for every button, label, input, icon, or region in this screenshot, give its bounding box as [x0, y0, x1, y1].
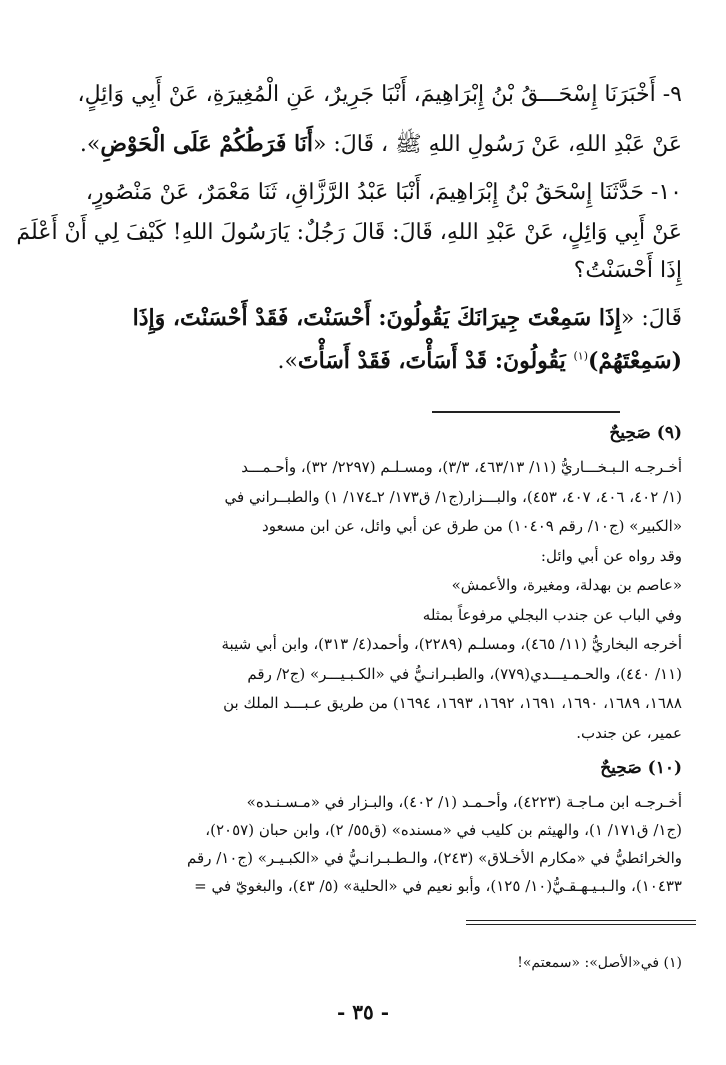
- note-line: وفي الباب عن جندب البجلي مرفوعاً بمثله: [422, 605, 682, 624]
- note-line: (١/ ٤٠٢، ٤٠٦، ٤٠٧، ٤٥٣)، والبـــزار(ج١/ ق١٧٣/ ٢ـ١٧٤/ ١) والطبــراني في: [224, 487, 682, 506]
- note-line: عمير، عن جندب.: [576, 723, 682, 742]
- hadith-9-line-1: ٩- أَخْبَرَنَا إِسْحَـــقُ بْنُ إِبْرَاهِيمَ، أَنْبَا جَرِيرٌ، عَنِ الْمُغِيرَةِ، عَنْ أَبِي وَائِلٍ،: [77, 82, 682, 107]
- note-line: ١٦٨٨، ١٦٨٩، ١٦٩٠، ١٦٩١، ١٦٩٢، ١٦٩٣، ١٦٩٤) من طريق عـبـــد الملك بن: [223, 694, 682, 712]
- note-line: «الكبير» (ج١٠/ رقم ١٠٤٠٩) من طرق عن أبي وائل، عن ابن مسعود: [262, 517, 682, 535]
- hadith-10-matn-a: إِذَا سَمِعْتَ جِيرَانَكَ يَقُولُونَ: أَحْسَنْتَ، فَقَدْ أَحْسَنْتَ، وَإِذَا: [132, 305, 621, 331]
- footnote-1: (١) في«الأصل»: «سمعتم»!: [517, 955, 682, 971]
- note-10-grade: (١٠) صَحِيحٌ: [600, 758, 682, 778]
- note-line: «عاصم بن بهدلة، ومغيرة، والأعمش»: [451, 576, 682, 594]
- note-line: (ج١/ ق١٧١/ ١)، والهيثم بن كليب في «مسنده» (ق٥٥/ ٢)، وابن حبان (٢٠٥٧)،: [205, 821, 682, 839]
- hadith-10-line-5: (سَمِعْتَهُمْ)$^{(١)}$ يَقُولُونَ: قَدْ أَسَأْتَ، فَقَدْ أَسَأْتَ».: [277, 348, 682, 374]
- note-line: أخرجه البخاريُّ (١١/ ٤٦٥)، ومسلـم (٢٢٨٩)، وأحمد(٤/ ٣١٣)، وابن أبي شيبة: [221, 635, 682, 653]
- hadith-9-matn: أَنَا فَرَطُكُمْ عَلَى الْحَوْضِ: [100, 131, 313, 157]
- hadith-9-line-2: عَنْ عَبْدِ اللهِ، عَنْ رَسُولِ اللهِ ﷺ ، قَالَ: «أَنَا فَرَطُكُمْ عَلَى الْحَوْضِ».: [79, 131, 682, 157]
- note-line: أخـرجـه ابن مـاجـة (٤٢٢٣)، وأحـمـد (١/ ٤٠٢)، والبـزار في «مـسـنـده»: [246, 793, 682, 811]
- hadith-10-line-2: عَنْ أَبِي وَائِلٍ، عَنْ عَبْدِ اللهِ، قَالَ: قَالَ رَجُلٌ: يَارَسُولَ اللهِ! كَيْفَ لِي أَنْ أَعْلَمَ: [16, 220, 682, 245]
- hadith-10-line-3: إِذَا أَحْسَنْتُ؟: [573, 258, 682, 283]
- hadith-10-matn-b: يَقُولُونَ: قَدْ أَسَأْتَ، فَقَدْ أَسَأْتَ: [297, 348, 574, 374]
- footnote-ref: (١): [573, 349, 588, 363]
- note-line: ١٠٤٣٣)، والـبـيـهـقـيُّ(١٠/ ١٢٥)، وأبو نعيم في «الحلية» (٥/ ٤٣)، والبغويّ في =: [194, 877, 682, 895]
- page-number: - ٣٥ -: [336, 1000, 389, 1024]
- hadith-10-line-1: ١٠- حَدَّثَنَا إِسْحَقُ بْنُ إِبْرَاهِيمَ، أَنْبَا عَبْدُ الرَّزَّاقِ، ثَنَا مَعْمَرٌ، عَنْ مَنْصُورٍ،: [85, 180, 682, 205]
- note-line: أخـرجـه الـبـخـــاريُّ (١١/ ٤٦٣/١٣، ٣/٣)، ومسـلـم (٢٢٩٧/ ٣٢)، وأحـمـــد: [241, 458, 682, 476]
- footnote-area: [48, 0, 682, 990]
- note-line: وقد رواه عن أبي وائل:: [540, 546, 682, 565]
- note-9-grade: (٩) صَحِيحٌ: [609, 423, 682, 443]
- note-line: (١١/ ٤٤٠)، والحـمـيـــدي(٧٧٩)، والطبـرانـيُّ في «الكـبـيـــر» (ج٢/ رقم: [247, 664, 682, 683]
- hadith-10-line-4: قَالَ: «إِذَا سَمِعْتَ جِيرَانَكَ يَقُولُونَ: أَحْسَنْتَ، فَقَدْ أَحْسَنْتَ، وَإِذَا: [132, 305, 682, 331]
- note-line: والخرائطيُّ في «مكارم الأخـلاق» (٢٤٣)، والـطـبـرانـيُّ في «الكبـيـر» (ج١٠/ رقم: [187, 849, 682, 867]
